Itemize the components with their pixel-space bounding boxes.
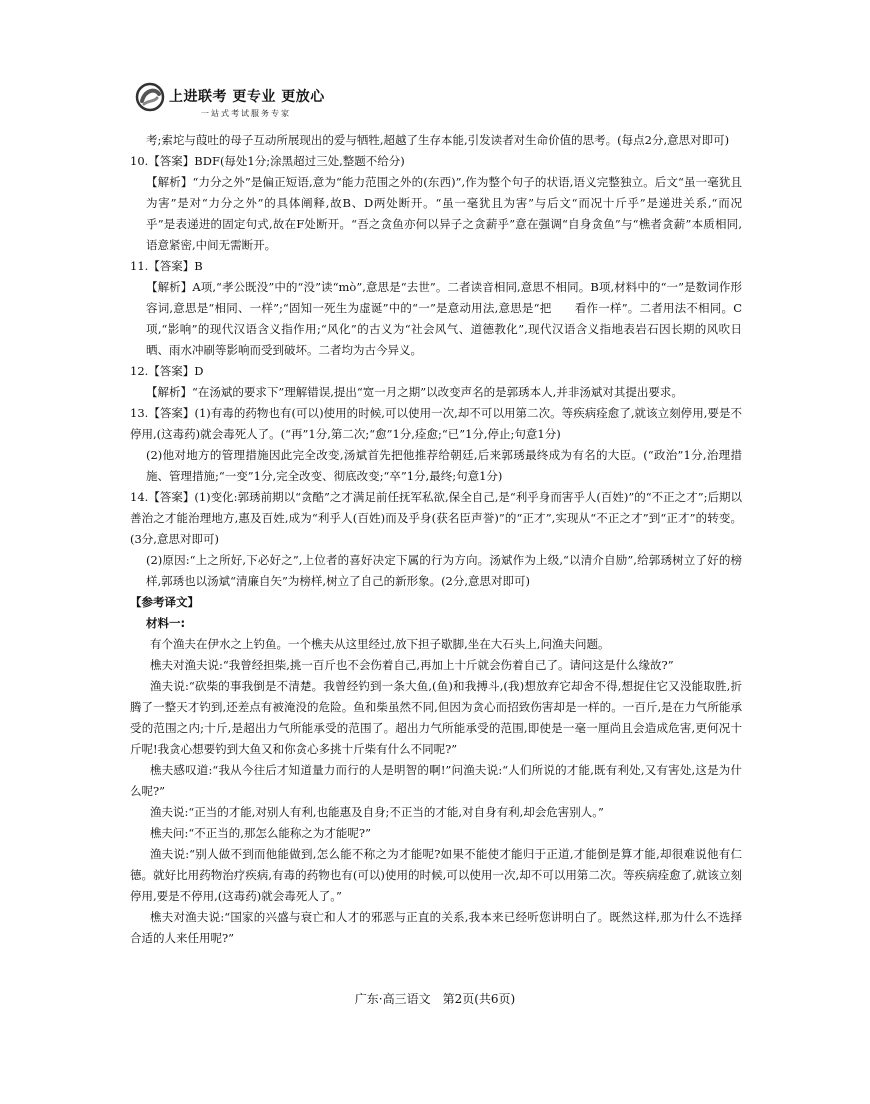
answer-paragraph: 考;索坨与葭吐的母子互动所展现出的爱与牺牲,超越了生存本能,引发读者对生命价值的思考。(每点2分,意思对即可): [146, 133, 730, 147]
translation-paragraph: 渔夫说:“别人做不到而他能做到,怎么能不称之为才能呢?如果不能使才能归于正道,才能倒是算才能,却很难说他有仁德。就好比用药物治疗疾病,有毒的药物也有(可以)使用的时候,可以使用一次,却不可以用第二次。等疾病痊愈了,就该立刻停用,要是不停用,(这毒药)就会毒死人了。”: [130, 847, 742, 903]
answer-paragraph: 【解析】“在汤斌的要求下”理解错误,提出“宽一月之期”以改变声名的是郭琇本人,并非汤斌对其提出要求。: [146, 385, 683, 399]
translation-section: [130, 634, 742, 949]
header-subslogan: 一站式考试服务专家: [201, 109, 291, 118]
translation-paragraph: 渔夫说:“正当的才能,对别人有利,也能惠及自身;不正当的才能,对自身有利,却会危害别人。”: [150, 805, 604, 819]
answer-paragraph: (2)原因:“上之所好,下必好之”,上位者的喜好决定下属的行为方向。汤斌作为上级,“以清介自励”,给郭琇树立了好的榜样,郭琇也以汤斌“清廉自矢”为榜样,树立了自己的新形象。(2分,意思对即可): [146, 553, 742, 588]
answer-paragraph: 11.【答案】B: [130, 259, 203, 273]
answer-paragraph: 13.【答案】(1)有毒的药物也有(可以)使用的时候,可以使用一次,却不可以用第二次。等疾病痊愈了,就该立刻停用,要是不停用,(这毒药)就会毒死人了。(“再”1分,第二次;“愈”1分,痊愈;“已”1分,停止;句意1分): [130, 406, 742, 441]
answer-content: [130, 130, 765, 949]
page-footer: 广东·高三语文 第2页(共6页): [354, 992, 516, 1006]
header-slogan: 上进联考 更专业 更放心: [169, 89, 325, 105]
answer-paragraph: 【参考译文】: [130, 595, 199, 609]
translation-paragraph: 樵夫对渔夫说:“我曾经担柴,挑一百斤也不会伤着自己,再加上十斤就会伤着自己了。请问这是什么缘故?”: [150, 658, 674, 672]
answer-paragraph: 14.【答案】(1)变化:郭琇前期以“贪酷”之才满足前任抚军私欲,保全自己,是“利乎身而害乎人(百姓)”的“不正之才”;后期以善治之才能治理地方,惠及百姓,成为“利乎人(百姓)而及乎身(获名臣声誉)”的“正才”,实现从“不正之才”到“正才”的转变。(3分,意思对即可): [130, 490, 742, 546]
translation-paragraph: 樵夫感叹道:“我从今往后才知道量力而行的人是明智的啊!”问渔夫说:“人们所说的才能,既有利处,又有害处,这是为什么呢?”: [130, 763, 742, 798]
answer-paragraph: (2)他对地方的管理措施因此完全改变,汤斌首先把他推荐给朝廷,后来郭琇最终成为有名的大臣。(“政治”1分,治理措施、管理措施;“一变”1分,完全改变、彻底改变;“卒”1分,最终;句意1分): [146, 448, 742, 483]
answer-paragraph: 10.【答案】BDF(每处1分;涂黑超过三处,整题不给分): [130, 154, 405, 168]
page-header: [135, 80, 395, 122]
translation-paragraph: 渔夫说:“砍柴的事我倒是不清楚。我曾经钓到一条大鱼,(鱼)和我搏斗,(我)想放弃它却舍不得,想捉住它又没能取胜,折腾了一整天才钓到,还差点有被淹没的危险。鱼和柴虽然不同,但因为贪心而招致伤害却是一样的。一百斤,是在力气所能承受的范围之内;十斤,是超出力气所能承受的范围了。超出力气所能承受的范围,即使是一毫一厘尚且会造成危害,更何况十斤呢!我贪心想要钓到大鱼又和你贪心多挑十斤柴有什么不同呢?”: [130, 679, 742, 756]
answer-paragraph: 【解析】“力分之外”是偏正短语,意为“能力范围之外的(东西)”,作为整个句子的状语,语义完整独立。后文“虽一毫犹且为害”是对“力分之外”的具体阐释,故B、D两处断开。“虽一毫犹且为害”与后文“而况十斤乎”是递进关系,“而况 乎”是表递进的固定句式,故在F处断开。“吾之贪鱼亦何以异子之贪薪乎”意在强调“自身贪鱼”与“樵者贪薪”本质相同,语意紧密,中间无需断开。: [146, 175, 765, 252]
answer-paragraph: 12.【答案】D: [130, 364, 204, 378]
publisher-logo-icon: [135, 82, 165, 112]
answer-list: [130, 130, 765, 634]
translation-paragraph: 有个渔夫在伊水之上钓鱼。一个樵夫从这里经过,放下担子歇脚,坐在大石头上,问渔夫问题。: [150, 637, 610, 651]
translation-paragraph: 樵夫对渔夫说:“国家的兴盛与衰亡和人才的邪恶与正直的关系,我本来已经听您讲明白了。既然这样,那为什么不选择合适的人来任用呢?”: [130, 910, 742, 945]
translation-paragraph: 樵夫问:“不正当的,那怎么能称之为才能呢?”: [150, 826, 371, 840]
answer-paragraph: 材料一:: [146, 616, 186, 630]
answer-paragraph: 【解析】A项,“孝公既没”中的“没”读“mò”,意思是“去世”。二者读音相同,意思不相同。B项,材料中的“一”是数词作形容词,意思是“相同、一样”;“固知一死生为虚诞”中的“一”是意动用法,意思是“把 看作一样”。二者用法不相同。C项,“影响”的现代汉语含义指作用;“风化”的古义为“社会风气、道德教化”,现代汉语含义指地表岩石因长期的风吹日晒、雨水冲刷等影响而受到破坏。二者均为古今异义。: [146, 280, 742, 357]
